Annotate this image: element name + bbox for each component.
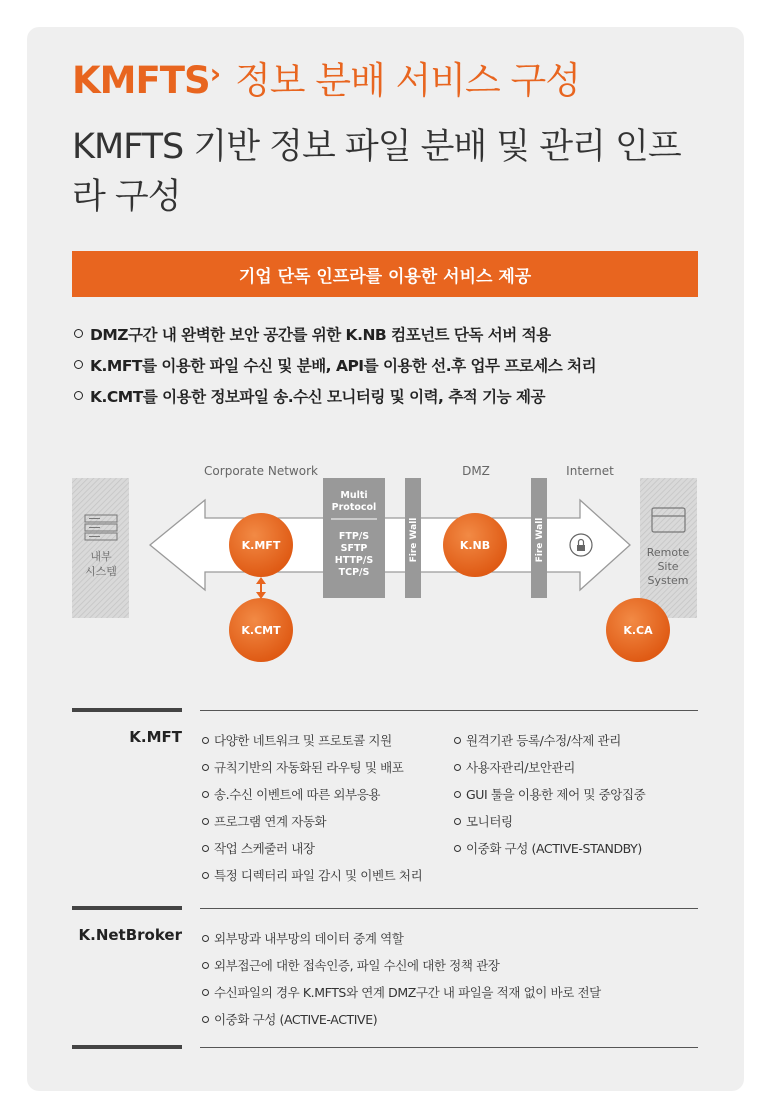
circle-bullet-icon	[202, 737, 209, 744]
feature-item: 외부망과 내부망의 데이터 중계 역할	[202, 929, 403, 947]
circle-bullet-icon	[202, 935, 209, 942]
node-kca-label: K.CA	[623, 624, 653, 637]
circle-bullet-icon	[454, 845, 461, 852]
section-divider-bold	[72, 708, 182, 712]
protocol-title-1: Multi	[340, 490, 368, 501]
feature-item: 작업 스케줄러 내장	[202, 839, 315, 857]
brand-logo-text: KMFTS	[72, 59, 210, 102]
protocol-item: HTTP/S	[334, 555, 374, 566]
feature-item: 다양한 네트워크 및 프로토콜 지원	[202, 731, 392, 749]
firewall-right-label: Fire Wall	[535, 517, 545, 563]
zone-internet-label: Internet	[566, 464, 614, 478]
feature-item: 이중화 구성 (ACTIVE-ACTIVE)	[202, 1010, 377, 1028]
zone-corporate-label: Corporate Network	[204, 464, 318, 478]
section-divider-thin	[200, 1047, 698, 1048]
node-kmft-label: K.MFT	[241, 539, 281, 552]
circle-bullet-icon	[202, 962, 209, 969]
section-divider-bold	[72, 1045, 182, 1049]
protocol-title-2: Protocol	[331, 502, 377, 513]
feature-item: 프로그램 연계 자동화	[202, 812, 326, 830]
chevron-icon: ›	[209, 57, 221, 90]
section-label-knetbroker: K.NetBroker	[78, 926, 182, 944]
section-banner: 기업 단독 인프라를 이용한 서비스 제공	[72, 251, 698, 297]
feature-item: 이중화 구성 (ACTIVE-STANDBY)	[454, 839, 642, 857]
feature-item: 원격기관 등록/수정/삭제 관리	[454, 731, 621, 749]
circle-bullet-icon	[454, 818, 461, 825]
circle-bullet-icon	[454, 737, 461, 744]
feature-item: GUI 툴을 이용한 제어 및 중앙집중	[454, 785, 645, 803]
remote-site-label-2: Site	[657, 560, 679, 573]
feature-item: 수신파일의 경우 K.MFTS와 연계 DMZ구간 내 파일을 적재 없이 바로 전달	[202, 983, 601, 1001]
feature-item: 사용자관리/보안관리	[454, 758, 575, 776]
circle-bullet-icon	[202, 845, 209, 852]
internal-system-label-1: 내부	[90, 550, 112, 563]
section-divider-thin	[200, 710, 698, 711]
circle-bullet-icon	[202, 791, 209, 798]
circle-bullet-icon	[202, 764, 209, 771]
remote-site-label-1: Remote	[646, 546, 690, 559]
title-text: 정보 분배 서비스 구성	[234, 59, 580, 102]
bullet-item: K.MFT를 이용한 파일 수신 및 분배, API를 이용한 선.후 업무 프로세스 처리	[74, 351, 714, 382]
protocol-item: FTP/S	[338, 531, 370, 542]
protocol-item: SFTP	[340, 543, 368, 554]
feature-item: 규칙기반의 자동화된 라우팅 및 배포	[202, 758, 403, 776]
circle-bullet-icon	[454, 791, 461, 798]
internal-system-panel	[72, 478, 129, 618]
protocol-item: TCP/S	[338, 567, 370, 578]
section-label-kmft: K.MFT	[129, 728, 182, 746]
bullet-item: DMZ구간 내 완벽한 보안 공간를 위한 K.NB 컴포넌트 단독 서버 적용	[74, 320, 714, 351]
node-knb-label: K.NB	[459, 539, 491, 552]
data-flow-arrow	[150, 500, 630, 590]
page-subtitle: KMFTS 기반 정보 파일 분배 및 관리 인프라 구성	[72, 127, 681, 217]
feature-item: 송.수신 이벤트에 따른 외부응용	[202, 785, 380, 803]
section-divider-bold	[72, 906, 182, 910]
circle-bullet-icon	[202, 872, 209, 879]
feature-item: 모니터링	[454, 812, 513, 830]
internal-system-label-2: 시스템	[85, 565, 117, 578]
feature-item: 외부접근에 대한 접속인증, 파일 수신에 대한 정책 관장	[202, 956, 499, 974]
circle-bullet-icon	[454, 764, 461, 771]
circle-bullet-icon	[202, 1016, 209, 1023]
circle-bullet-icon	[202, 818, 209, 825]
feature-item: 특정 디렉터리 파일 감시 및 이벤트 처리	[202, 866, 422, 884]
section-divider-thin	[200, 908, 698, 909]
node-kcmt-label: K.CMT	[241, 624, 281, 637]
zone-dmz-label: DMZ	[462, 464, 490, 478]
remote-site-label-3: System	[647, 574, 689, 587]
bullet-item: K.CMT를 이용한 정보파일 송.수신 모니터링 및 이력, 추적 기능 제공	[74, 382, 714, 413]
firewall-left-label: Fire Wall	[409, 517, 419, 563]
circle-bullet-icon	[202, 989, 209, 996]
bidirectional-arrow-icon	[256, 577, 266, 599]
